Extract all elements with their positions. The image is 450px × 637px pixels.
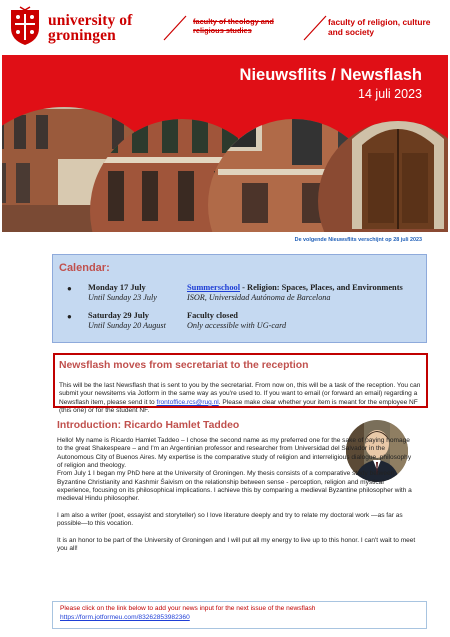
page-header [0,0,450,52]
calendar-item-event: Faculty closed [187,311,238,320]
faculty2-line2: and society [328,27,375,37]
notice-body-text: This will be the last Newsflash that is sent to you by the secretariat. From now on, this will be a task of the reception. You can submit your newsitems via Jotform in the same way as you're used to. If you want to email (or forward an email) regarding a Newsflash item, please send it to [59,382,421,406]
newsflash-notice-box [53,353,428,415]
divider-slash [300,14,330,42]
introduction-title: Introduction: Ricardo Hamlet Taddeo [57,420,240,431]
calendar-item-what [187,283,403,303]
calendar-item-until: Until Sunday 23 July [88,293,157,302]
calendar-item-when [88,311,166,331]
university-crest-icon [8,6,42,46]
introduction-body [57,437,417,554]
intro-paragraph: It is an honor to be part of the University of Groningen and I will put all my energy to live up to this honor. I can't wait to meet you all! [57,537,416,553]
calendar-item-detail: ISOR, Universidad Autónoma de Barcelona [187,293,331,302]
calendar-item [67,311,422,337]
calendar-title: Calendar: [59,262,110,274]
divider-slash [160,14,190,42]
calendar-item-detail: Only accessible with UG-card [187,321,287,330]
jotform-link[interactable]: https://form.jotformeu.com/83262853982360 [60,614,190,621]
intro-paragraph: I am also a writer (poet, essayist and storyteller) so I love literature deeply and try to relate my doctoral work —as far as possible—to this vocation. [57,512,403,528]
calendar-item-date: Monday 17 July [88,283,146,292]
bullet-icon: ● [67,284,72,293]
faculty1-line2: religious studies [193,26,252,35]
faculty-theology-label [193,17,274,35]
calendar-item-date: Saturday 29 July [88,311,149,320]
calendar-item-event-text: - Religion: Spaces, Places, and Environments [240,283,403,292]
faculty2-line1: faculty of religion, culture [328,17,431,27]
newsflash-banner [2,55,448,232]
intro-paragraph: From July 1 I began my PhD here at the University of Groningen. My thesis consists of a comparative study between Byzantine Christianity and Kashmir Śaivism on the relationship between sense - perception, religion and mystical experience, focusing on its philosophical implications. I achieve this by comparing a medieval Byzantine philosopher with a medieval Hindu philosopher. [57,470,412,503]
intro-paragraph: Hello! My name is Ricardo Hamlet Taddeo – I chose the second name as my preferred one for the sake of paying homage to the great Shakespeare – and I'm an Argentinian professor and researcher from Universidad del Salvador in the Autonomous City of Buenos Aires. My expertise is the comparative study of religion and interreligious dialogue, philosophy of religion and theology. [57,437,412,470]
calendar-item-until: Until Sunday 20 August [88,321,166,330]
faculty1-line1: faculty of theology and [193,17,274,26]
calendar-item-event [187,283,403,293]
submit-news-box [52,601,427,629]
submit-news-text: Please click on the link below to add your news input for the next issue of the newsflash [60,605,316,612]
bullet-icon: ● [67,312,72,321]
banner-title: Nieuwsflits / Newsflash [239,66,422,84]
calendar-item [67,283,422,309]
university-name [48,13,132,43]
next-edition-note: De volgende Nieuwsflits verschijnt op 28 juli 2023 [294,237,422,243]
building-photos [2,99,448,232]
summerschool-link[interactable]: Summerschool [187,283,241,292]
faculty-religion-label [328,17,430,37]
notice-body-text-end: . Please make clear whether your item is meant for the employee NF (this one) or for the student NF. [59,398,418,415]
banner-date: 14 juli 2023 [358,87,422,101]
notice-title: Newsflash moves from secretariat to the reception [59,360,309,371]
photo-door [312,99,448,232]
calendar-box [52,254,427,343]
calendar-item-what [187,311,286,331]
university-name-line1: university of [48,12,133,29]
frontoffice-email-link[interactable]: frontoffice.rcs@rug.nl [156,398,219,406]
notice-body [59,382,427,416]
calendar-item-when [88,283,157,303]
university-name-line2: groningen [48,27,116,44]
